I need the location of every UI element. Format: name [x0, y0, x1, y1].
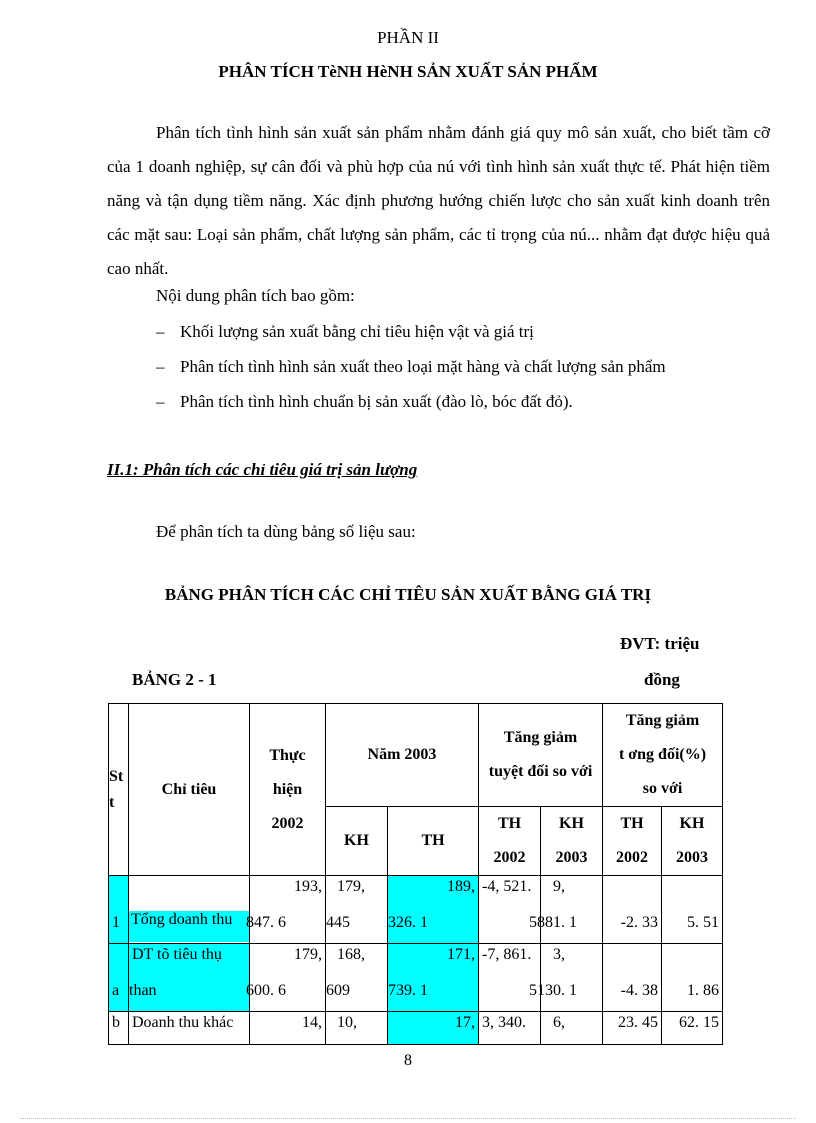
bullet-dash: – — [156, 392, 165, 411]
header-th: TH — [388, 807, 479, 876]
header-tang-tuyet-doi: Tăng giảm tuyệt đối so với — [479, 704, 603, 807]
bullet-text: Khối lượng sản xuất bằng chỉ tiêu hiện vật và giá trị — [180, 322, 534, 341]
cell-thuc-hien-2002: 193, 847. 6 — [250, 876, 326, 944]
bullet-dash: – — [156, 357, 165, 376]
page-border — [20, 1118, 796, 1119]
header-chi-tieu: Chỉ tiêu — [129, 704, 250, 876]
bullet-text: Phân tích tình hình sản xuất theo loại mặt hàng và chất lượng sản phẩm — [180, 357, 666, 376]
cell-kh-2003: 10, — [326, 1012, 388, 1045]
list-item — [156, 392, 666, 427]
page-title: PHÂN TÍCH TèNH HèNH SẢN XUẤT SẢN PHẨM — [218, 62, 598, 81]
header-kh: KH — [326, 807, 388, 876]
cell-chi-tieu: DT tõ tiêu thụ than — [129, 944, 250, 1012]
cell-rel-kh2003: 5. 51 — [662, 876, 723, 944]
cell-stt: b — [109, 1012, 129, 1045]
cell-rel-kh2003: 1. 86 — [662, 944, 723, 1012]
cell-abs-kh2003: 9, 881. 1 — [541, 876, 603, 944]
header-nam-2003: Năm 2003 — [326, 704, 479, 807]
cell-chi-tieu: Doanh thu khác — [129, 1012, 250, 1045]
cell-th-2003: 17, — [388, 1012, 479, 1045]
bullet-text: Phân tích tình hình chuẩn bị sản xuất (đào lò, bóc đất đỏ). — [180, 392, 573, 411]
cell-rel-th2002: -4. 38 — [603, 944, 662, 1012]
bullet-dash: – — [156, 322, 165, 341]
unit-label: ĐVT: triệu — [620, 634, 700, 653]
cell-abs-kh2003: 3, 130. 1 — [541, 944, 603, 1012]
unit-label-cont: đồng — [644, 670, 680, 689]
part-heading: PHẦN II — [377, 28, 439, 47]
header-rel-kh2003: KH 2003 — [662, 807, 723, 876]
cell-chi-tieu: Tổng doanh thu — [129, 876, 250, 944]
table-row — [109, 876, 723, 944]
cell-abs-th2002: -7, 861. 5 — [479, 944, 541, 1012]
cell-thuc-hien-2002: 179, 600. 6 — [250, 944, 326, 1012]
header-row — [109, 704, 723, 807]
cell-kh-2003: 179, 445 — [326, 876, 388, 944]
cell-th-2003: 189, 326. 1 — [388, 876, 479, 944]
header-abs-th2002: TH 2002 — [479, 807, 541, 876]
table-title: BẢNG PHÂN TÍCH CÁC CHỈ TIÊU SẢN XUẤT BẰNG GIÁ TRỊ — [164, 585, 652, 604]
cell-abs-th2002: -4, 521. 5 — [479, 876, 541, 944]
header-abs-kh2003: KH 2003 — [541, 807, 603, 876]
cell-stt: 1 — [109, 876, 129, 944]
cell-stt: a — [109, 944, 129, 1012]
list-item — [156, 322, 666, 357]
header-stt: St t — [109, 704, 129, 876]
cell-abs-kh2003: 6, — [541, 1012, 603, 1045]
cell-rel-th2002: 23. 45 — [603, 1012, 662, 1045]
data-table — [108, 703, 723, 1045]
content-intro: Nội dung phân tích bao gồm: — [156, 286, 355, 305]
table-row — [109, 1012, 723, 1045]
intro-paragraph — [107, 116, 770, 286]
intro-paragraph-text: Phân tích tình hình sản xuất sản phẩm nhằm đánh giá quy mô sản xuất, cho biết tầm cỡ của 1 doanh nghiệp, sự cân đối và phù hợp của nú với tình hình sản xuất thực tế. Phát hiện tiềm năng và tận dụng tiềm năng. Xác định phương hướng chiến lược cho sản xuất kinh doanh trên các mặt sau: Loại sản phẩm, chất lượng sản phẩm, các tỉ trọng của nú... nhằm đạt được hiệu quả cao nhất. — [107, 123, 770, 278]
bullet-list — [156, 322, 666, 427]
list-item — [156, 357, 666, 392]
table-label: BẢNG 2 - 1 — [132, 670, 217, 689]
cell-thuc-hien-2002: 14, — [250, 1012, 326, 1045]
section-heading: II.1: Phân tích các chỉ tiêu giá trị sản lượng — [107, 460, 418, 479]
cell-th-2003: 171, 739. 1 — [388, 944, 479, 1012]
table-row — [109, 944, 723, 1012]
header-tang-tuong-doi: Tăng giảm t ơng đối(%) so với — [603, 704, 723, 807]
page-number: 8 — [404, 1052, 412, 1069]
cell-kh-2003: 168, 609 — [326, 944, 388, 1012]
header-thuc-hien: Thực hiện 2002 — [250, 704, 326, 876]
cell-rel-kh2003: 62. 15 — [662, 1012, 723, 1045]
lead-text: Để phân tích ta dùng bảng số liệu sau: — [156, 522, 416, 541]
header-rel-th2002: TH 2002 — [603, 807, 662, 876]
cell-rel-th2002: -2. 33 — [603, 876, 662, 944]
cell-abs-th2002: 3, 340. — [479, 1012, 541, 1045]
